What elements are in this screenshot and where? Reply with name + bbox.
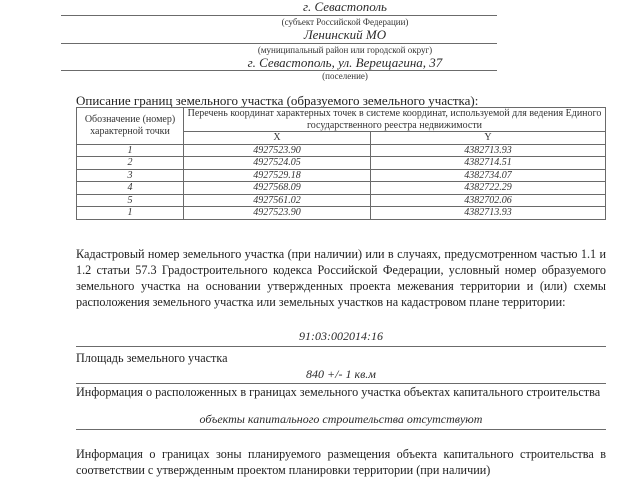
point-y: 4382722.29	[371, 182, 606, 195]
table-row	[77, 182, 606, 195]
x-header: X	[184, 132, 371, 145]
point-x: 4927561.02	[184, 194, 371, 207]
point-x: 4927523.90	[184, 144, 371, 157]
point-id: 2	[77, 157, 184, 170]
point-y: 4382734.07	[371, 169, 606, 182]
subject-caption: (субъект Российской Федерации)	[281, 17, 409, 27]
point-y: 4382702.06	[371, 194, 606, 207]
cadastral-underline	[76, 346, 606, 347]
capital-objects-underline	[76, 429, 606, 430]
boundaries-title: Описание границ земельного участка (образуемого земельного участка):	[76, 93, 479, 108]
point-x: 4927529.18	[184, 169, 371, 182]
y-header: Y	[371, 132, 606, 145]
coordinates-table	[76, 107, 606, 220]
cadastral-number: 91:03:002014:16	[299, 329, 383, 343]
district-underline	[61, 43, 497, 44]
table-header-row	[77, 108, 606, 132]
point-id: 5	[77, 194, 184, 207]
table-row	[77, 157, 606, 170]
table-row	[77, 194, 606, 207]
point-id: 1	[77, 207, 184, 220]
table-row	[77, 207, 606, 220]
point-x: 4927568.09	[184, 182, 371, 195]
coordinates-header: Перечень координат характерных точек в системе координат, используемой для ведения Единого государственного реестра недвижимости	[184, 108, 606, 132]
area-value: 840 +/- 1 кв.м	[306, 367, 376, 381]
point-id: 1	[77, 144, 184, 157]
point-id: 3	[77, 169, 184, 182]
settlement-caption: (поселение)	[322, 71, 368, 81]
point-y: 4382713.93	[371, 144, 606, 157]
area-label: Площадь земельного участка	[76, 351, 228, 365]
table-row	[77, 169, 606, 182]
table-row	[77, 144, 606, 157]
point-x: 4927523.90	[184, 207, 371, 220]
planning-zone-label: Информация о границах зоны планируемого размещения объекта капитального строительства в соответствии с утвержденным проектом планировки территории (при наличии)	[76, 447, 606, 477]
point-id: 4	[77, 182, 184, 195]
point-y: 4382714.51	[371, 157, 606, 170]
point-x: 4927524.05	[184, 157, 371, 170]
district-value: Ленинский МО	[303, 27, 387, 42]
subject-value: г. Севастополь	[303, 0, 387, 14]
cadastral-description: Кадастровый номер земельного участка (при наличии) или в случаях, предусмотренном частью 1.1 и 1.2 статьи 57.3 Градостроительного кодекса Российской Федерации, условный номер образуемого земельного участка на основании утвержденных проекта межевания территории и (или) схемы расположения земельного участка или земельных участков на кадастровом плане территории:	[76, 247, 606, 309]
settlement-value: г. Севастополь, ул. Верещагина, 37	[247, 55, 443, 70]
point-y: 4382713.93	[371, 207, 606, 220]
district-caption: (муниципальный район или городской округ)	[257, 45, 433, 55]
capital-objects-value: объекты капитального строительства отсутствуют	[199, 412, 483, 426]
point-id-header: Обозначение (номер) характерной точки	[77, 108, 184, 145]
subject-underline	[61, 15, 497, 16]
capital-objects-label: Информация о расположенных в границах земельного участка объектах капитального строительства	[76, 385, 601, 399]
